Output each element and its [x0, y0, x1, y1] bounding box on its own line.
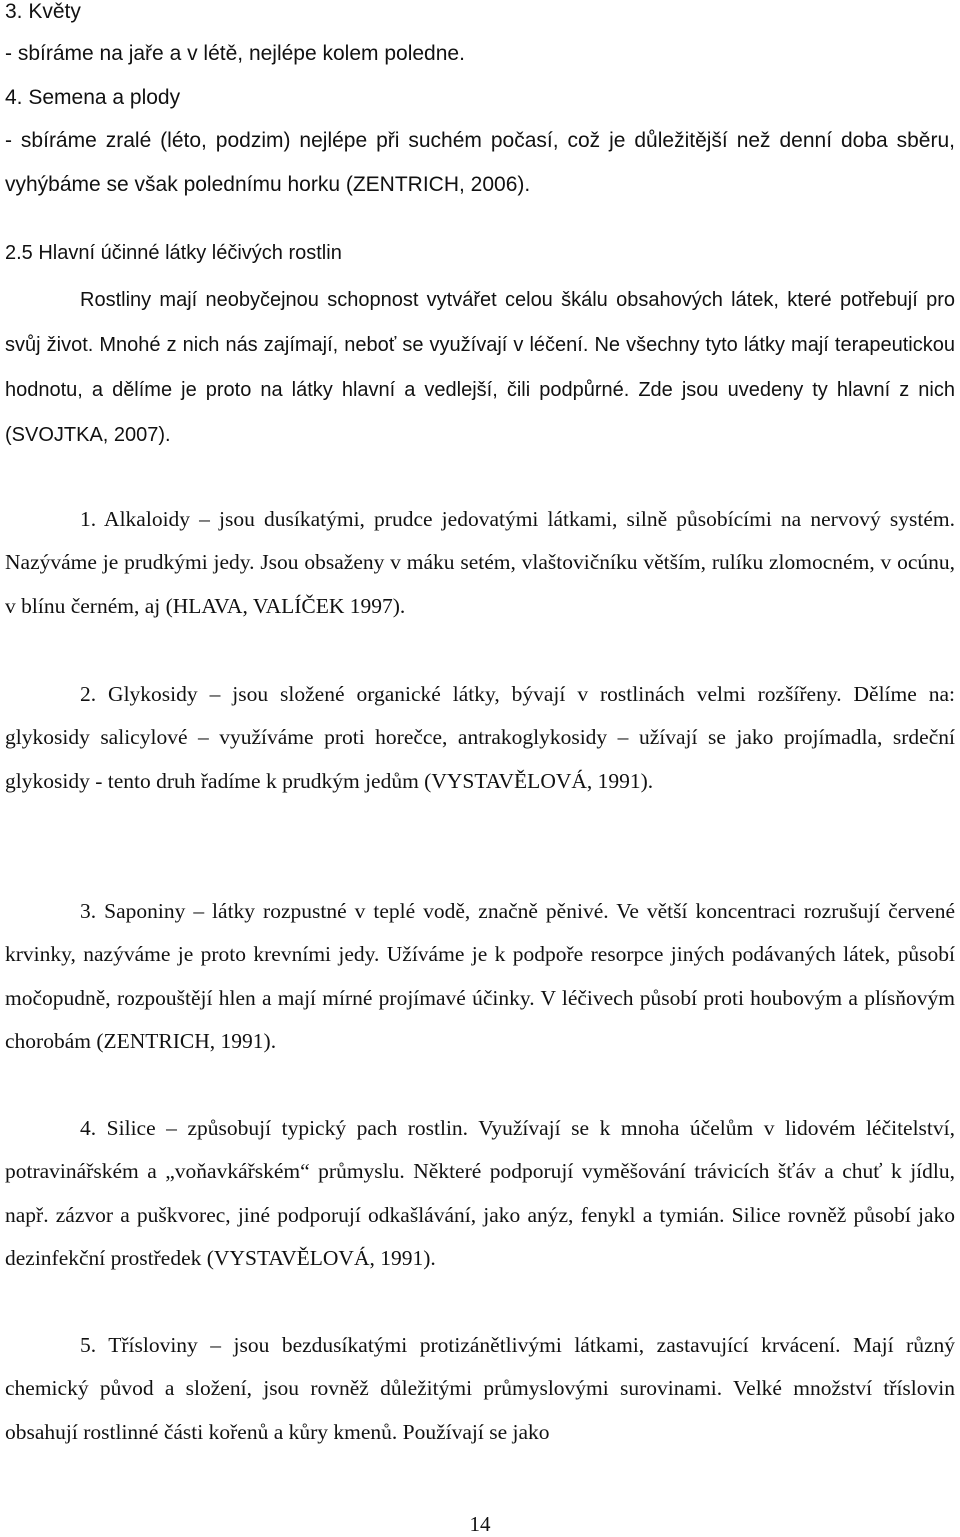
item-silice-text: 4. Silice – způsobují typický pach rostlin. Využívají se k mnoha účelům v lidovém léčitelství, potravinářském a „voňavkářském“ průmyslu. Některé podporují vyměšování trávicích šťáv a chuť k jídlu, např. zázvor a puškvorec, jiné podporují odkašlávání, jako anýz, fenykl a tymián. Silice rovněž působí jako dezinfekční prostředek (VYSTAVĚLOVÁ, 1991).	[5, 1116, 955, 1271]
chapter-intro: Rostliny mají neobyčejnou schopnost vytvářet celou škálu obsahových látek, které potřebují pro svůj život. Mnohé z nich nás zajímají, neboť se využívají v léčení. Ne všechny tyto látky mají terapeutickou hodnotu, a dělíme je proto na látky hlavní a vedlejší, čili podpůrné. Zde jsou uvedeny ty hlavní z nich (SVOJTKA, 2007).	[5, 289, 955, 446]
item-alkaloidy	[5, 498, 955, 628]
item-glykosidy	[5, 673, 955, 803]
item-alkaloidy-lead: 1. Alkaloidy – jsou dusíkatými, prudce jedovatými látkami, silně působícími na nervový systém. Nazýváme je prudkými jedy.	[5, 507, 955, 575]
section-4-text: - sbíráme zralé (léto, podzim) nejlépe při suchém počasí, což je důležitější než denní doba sběru, vyhýbáme se však polednímu horku (ZENTRICH, 2006).	[5, 129, 955, 196]
section-4-heading: 4. Semena a plody	[5, 86, 181, 109]
item-silice	[5, 1107, 955, 1281]
item-glykosidy-text: 2. Glykosidy – jsou složené organické látky, bývají v rostlinách velmi rozšířeny. Dělíme na: glykosidy salicylové – využíváme proti horečce, antrakoglykosidy – užívají se jako projímadla, srdeční glykosidy - tento druh řadíme k prudkým jedům (VYSTAVĚLOVÁ, 1991).	[5, 682, 955, 793]
section-3-heading: 3. Květy	[5, 0, 81, 23]
item-saponiny-text: 3. Saponiny – látky rozpustné v teplé vodě, značně pěnivé. Ve větší koncentraci rozrušují červené krvinky, nazýváme je proto krevními jedy. Užíváme je k podpoře resorpce jiných podávaných látek, působí močopudně, rozpouštějí hlen a mají mírné projímavé účinky. V léčivech působí proti houbovým a plísňovým chorobám (ZENTRICH, 1991).	[5, 899, 955, 1054]
section-3-text: - sbíráme na jaře a v létě, nejlépe kolem poledne.	[5, 42, 465, 65]
item-saponiny	[5, 890, 955, 1064]
item-alkaloidy-rest: Jsou obsaženy v máku setém, vlaštovičníku větším, rulíku zlomocném, v ocúnu, v blínu černém, aj (HLAVA, VALÍČEK 1997).	[5, 550, 955, 618]
item-trisloviny	[5, 1324, 955, 1454]
chapter-title: 2.5 Hlavní účinné látky léčivých rostlin	[5, 242, 342, 264]
item-trisloviny-text: 5. Třísloviny – jsou bezdusíkatými protizánětlivými látkami, zastavující krvácení. Mají různý chemický původ a složení, jsou rovněž důležitými průmyslovými surovinami. Velké množství tříslovin obsahují rostlinné části kořenů a kůry kmenů. Používají se jako	[5, 1333, 955, 1444]
page-number: 14	[469, 1512, 491, 1536]
